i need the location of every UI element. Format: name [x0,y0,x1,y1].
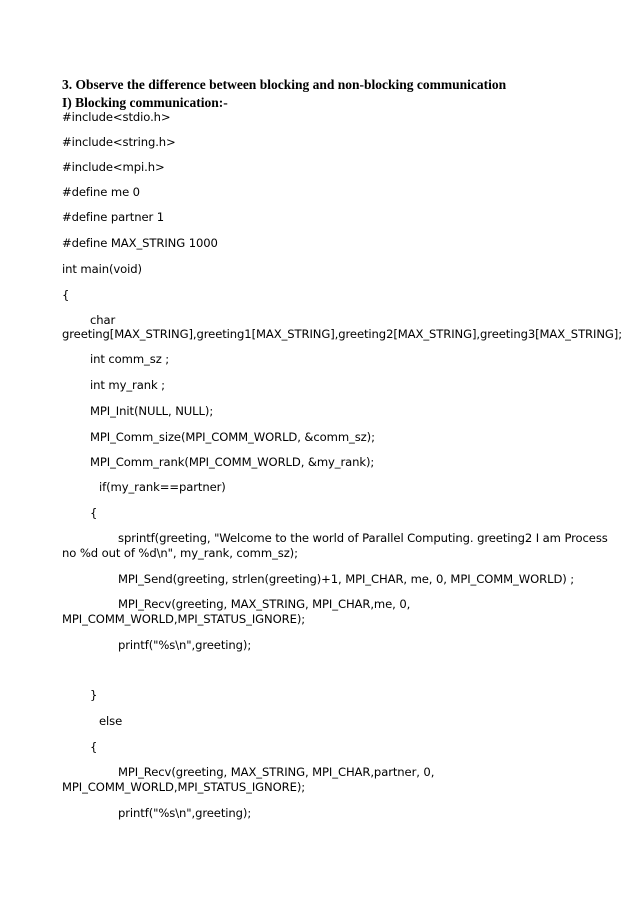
code-line: #include<string.h> [62,135,176,149]
code-line: } [90,688,98,702]
code-line: else [99,714,123,728]
code-line: if(my_rank==partner) [99,480,226,494]
code-line: sprintf(greeting, "Welcome to the world of Parallel Computing. greeting2 I am Process [118,531,608,545]
code-line: MPI_Recv(greeting, MAX_STRING, MPI_CHAR,me, 0, [118,597,411,611]
code-line: #define partner 1 [62,210,165,224]
code-line: { [90,740,98,754]
code-line: printf("%s\n",greeting); [118,806,252,820]
code-line: no %d out of %d\n", my_rank, comm_sz); [62,546,298,560]
code-line: int comm_sz ; [90,352,170,366]
code-line: MPI_Comm_rank(MPI_COMM_WORLD, &my_rank); [90,455,375,469]
code-line: MPI_Comm_size(MPI_COMM_WORLD, &comm_sz); [90,430,375,444]
section-heading: 3. Observe the difference between blocking and non-blocking communication [62,77,507,92]
code-line: MPI_Send(greeting, strlen(greeting)+1, MPI_CHAR, me, 0, MPI_COMM_WORLD) ; [118,572,575,586]
subsection-heading: I) Blocking communication:- [62,95,228,110]
code-line: printf("%s\n",greeting); [118,638,252,652]
code-line: MPI_Init(NULL, NULL); [90,404,214,418]
code-line: #define MAX_STRING 1000 [62,236,218,250]
code-line: #include<mpi.h> [62,160,165,174]
code-line: char [90,313,116,327]
code-line: MPI_COMM_WORLD,MPI_STATUS_IGNORE); [62,612,306,626]
code-line: { [62,288,70,302]
code-line: #define me 0 [62,185,140,199]
code-line: int main(void) [62,262,142,276]
code-line: greeting[MAX_STRING],greeting1[MAX_STRING],greeting2[MAX_STRING],greeting3[MAX_STRING]; [62,327,623,341]
code-line: int my_rank ; [90,378,165,392]
code-line: MPI_Recv(greeting, MAX_STRING, MPI_CHAR,partner, 0, [118,765,435,779]
code-line: { [90,506,98,520]
code-line: #include<stdio.h> [62,110,171,124]
code-line: MPI_COMM_WORLD,MPI_STATUS_IGNORE); [62,780,306,794]
